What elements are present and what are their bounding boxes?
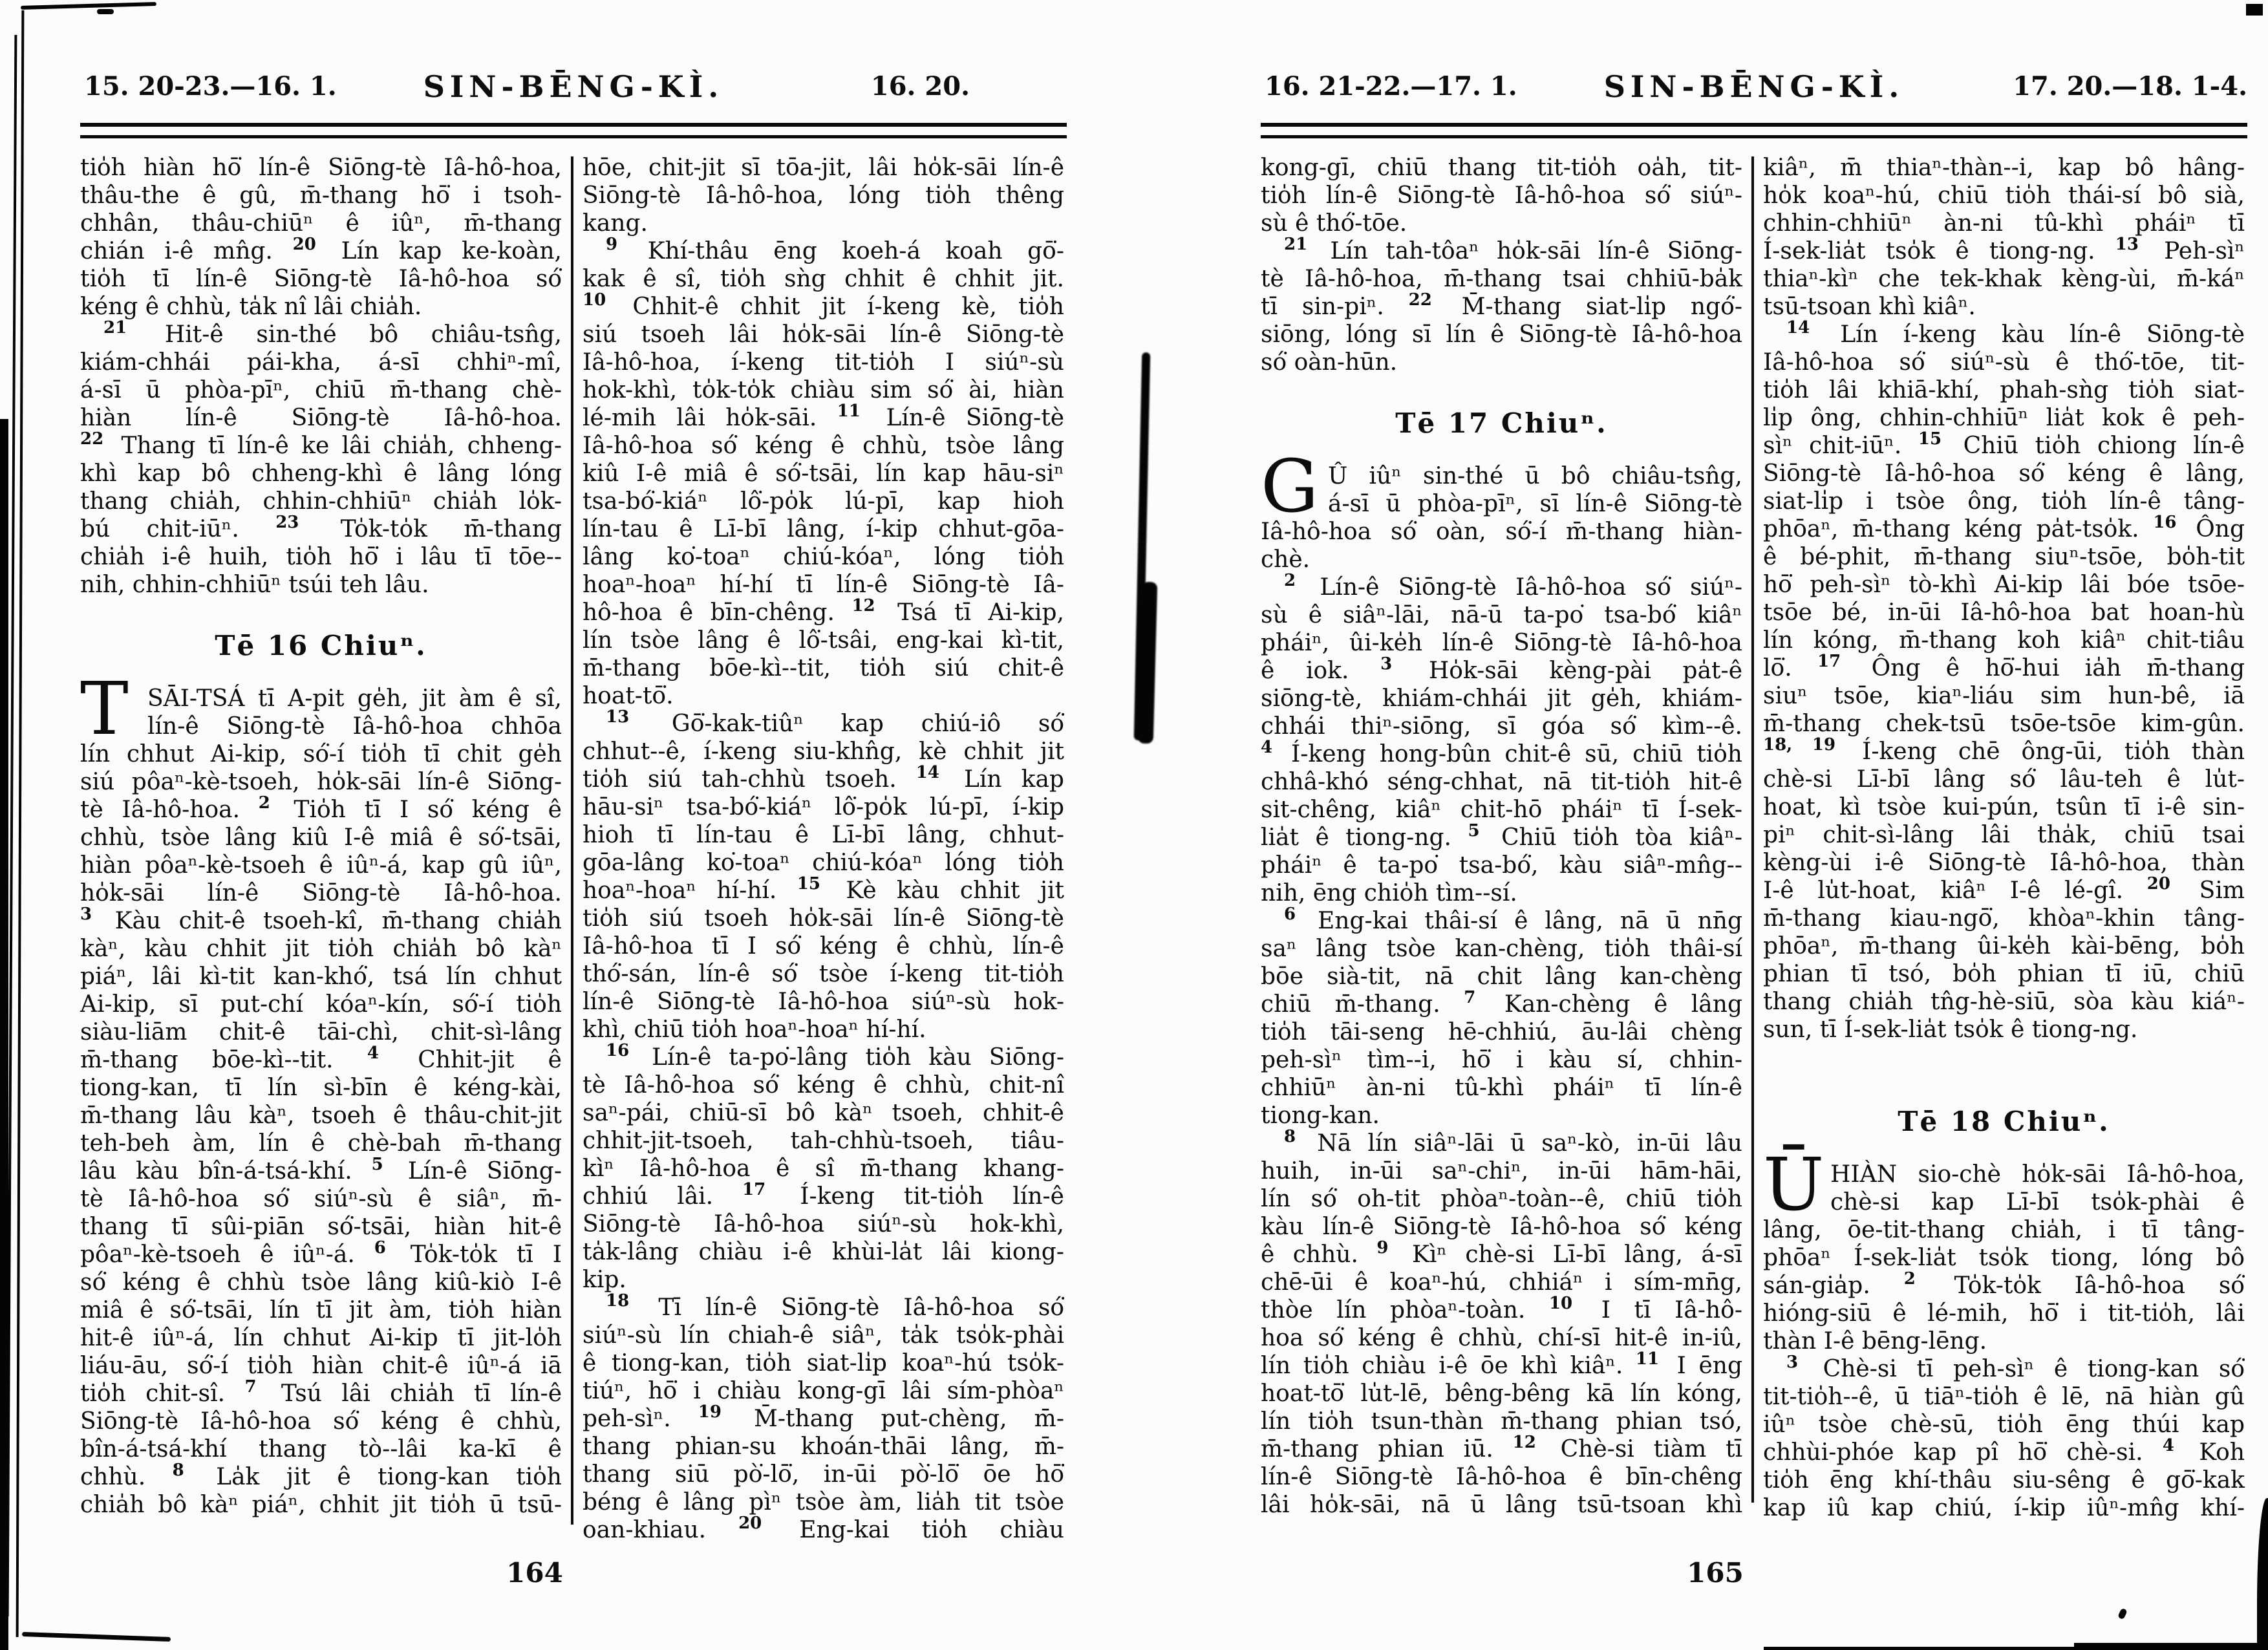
text-line: só͘ kéng ê chhù tsòe lâng kiû-kiò I-ê xyxy=(80,1269,562,1296)
header-rule xyxy=(1261,123,2247,138)
text-line: phōaⁿ, m̄-thang kéng pa̍t-tso̍k. $^{16}$ Ông xyxy=(1763,513,2245,542)
column-divider-rule xyxy=(1751,156,1754,1503)
text-line: sìⁿ chit-iūⁿ. $^{15}$ Chiū tio̍h chiong lín-ê xyxy=(1763,429,2245,459)
verse-number: 12 xyxy=(851,596,875,616)
text-line: Í-sek-lia̍t tso̍k ê tiong-ng. $^{13}$ Peh-sìⁿ xyxy=(1763,235,2245,264)
text-line: tiong-kan. xyxy=(1261,1102,1380,1129)
text-line: siat-li̍p i tsòe ông, tio̍h lín-ê tâng- xyxy=(1763,488,2245,515)
text-line: ta̍k-lâng chiàu i-ê khùi-la̍t lâi kiong- xyxy=(583,1239,1064,1265)
text-line: piⁿ chit-sì-lâng lâi tha̍k, chiū tsai xyxy=(1763,822,2245,848)
dropcap-letter: T xyxy=(80,667,129,751)
text-line: kiû I-ê miâ ê só͘-tsāi, lín kap hāu-siⁿ xyxy=(583,460,1064,487)
text-line: kàu lín-ê Siōng-tè Iâ-hô-hoa só͘ kéng xyxy=(1261,1214,1742,1240)
text-line: lín-ê Siōng-tè Iâ-hô-hoa ê bīn-chêng xyxy=(1261,1464,1742,1490)
text-line: lín tio̍h chiàu i-ê ōe khì kiâⁿ. $^{11}$ I ēng xyxy=(1261,1349,1742,1379)
page-edge-curve xyxy=(22,1632,171,1642)
text-line: huih, in-ūi saⁿ-chiⁿ, in-ūi hām-hāi, xyxy=(1261,1158,1742,1184)
verse-number: 2 xyxy=(1284,571,1296,590)
text-line: thang tī sûi-piān só͘-tsāi, hiàn hit-ê xyxy=(80,1214,562,1240)
text-line: $^2$ Lín-ê Siōng-tè Iâ-hô-hoa só͘ siúⁿ- xyxy=(1284,571,1742,601)
text-line: hoat-tō͘. xyxy=(583,683,674,709)
text-line: bōe sià-tit, nā chit lâng kan-chèng xyxy=(1261,963,1742,990)
verse-number: 13 xyxy=(606,707,630,727)
text-line: chiū m̄-thang. $^7$ Kan-chèng ê lâng xyxy=(1261,988,1742,1018)
text-line: hō͘ peh-sìⁿ tò-khì Ai-kip lâi bóe tsōe- xyxy=(1763,572,2245,598)
verse-number: 9 xyxy=(606,235,618,254)
text-line: oan-khiau. $^{20}$ Eng-kai tio̍h chiàu xyxy=(583,1514,1064,1543)
text-line: hoaⁿ-hoaⁿ hí-hí tī lín-ê Siōng-tè Iâ- xyxy=(583,572,1064,598)
paragraph xyxy=(583,1041,1064,1294)
page-edge-line xyxy=(16,10,25,1637)
text-line: siú pôaⁿ-kè-tsoeh, ho̍k-sāi lín-ê Siōng- xyxy=(80,769,562,795)
paragraph xyxy=(1763,318,2245,1044)
verse-number: 12 xyxy=(1512,1433,1536,1452)
text-line: chia̍h i-ê huih, tio̍h hō͘ i lâu tī tōe-- xyxy=(80,544,562,570)
text-line: chhut--ê, í-keng siu-khn̂g, kè chhit jit xyxy=(583,738,1064,765)
text-line: kiâⁿ, m̄ thiaⁿ-thàn--i, kap bô hâng- xyxy=(1763,155,2245,181)
text-line: lâng ko͘-toaⁿ chiú-kóaⁿ, lóng tio̍h xyxy=(583,544,1064,570)
text-column xyxy=(583,154,1064,1544)
text-line: piáⁿ, lâi kì-tit kan-khó͘, tsá lín chhut xyxy=(80,963,562,990)
text-line: tio̍h chit-sî. $^7$ Tsú lâi chia̍h tī lín-ê xyxy=(80,1377,562,1407)
text-line: hiàn lín-ê Siōng-tè Iâ-hô-hoa. xyxy=(80,405,562,431)
text-line: siúⁿ-sù lín chiah-ê siâⁿ, ta̍k tso̍k-phài xyxy=(583,1322,1064,1349)
text-line: Iâ-hô-hoa só͘ kéng ê chhù, tsòe lâng xyxy=(583,433,1064,459)
verse-number: 4 xyxy=(367,1044,379,1063)
text-line: Iâ-hô-hoa só͘ siúⁿ-sù ê thó͘-tōe, tit- xyxy=(1763,349,2245,376)
text-line: bú chit-iūⁿ. $^{23}$ To̍k-to̍k m̄-thang xyxy=(80,513,562,542)
verse-number: 11 xyxy=(1635,1349,1660,1369)
text-line: chè-si Lī-bī lâng só͘ lâu-teh ê lu̍t- xyxy=(1763,766,2245,793)
text-line: só͘ oàn-hūn. xyxy=(1261,349,1398,376)
text-line: ê iok. $^3$ Ho̍k-sāi kèng-pài pa̍t-ê xyxy=(1261,654,1742,684)
text-line: ê bé-phit, m̄-thang siuⁿ-tsōe, bo̍h-tit xyxy=(1763,544,2245,570)
text-line: lín chhut Ai-kip, só͘-í tio̍h tī chit ge̍h xyxy=(80,741,562,767)
verse-number: 19 xyxy=(698,1402,722,1422)
text-line: lâi ho̍k-sāi, nā ū lâng tsū-tsoan khì xyxy=(1261,1492,1742,1518)
verse-number: 17 xyxy=(742,1180,766,1199)
text-line: HIÀN sio-chè ho̍k-sāi Iâ-hô-hoa, xyxy=(1830,1161,2245,1188)
text-line: hoat-tō͘ lu̍t-lē, bêng-bêng kā lín kóng, xyxy=(1261,1380,1742,1407)
paragraph xyxy=(1261,154,1742,237)
text-line: sù ê siâⁿ-lāi, nā-ū ta-po͘ tsa-bó͘ kiâⁿ xyxy=(1261,602,1742,628)
verse-number: 6 xyxy=(374,1238,386,1258)
text-line: sán-gia̍p. $^2$ To̍k-to̍k Iâ-hô-hoa só͘ xyxy=(1763,1269,2245,1299)
text-line: siōng-tè, khiám-chhái jit ge̍h, khiám- xyxy=(1261,685,1742,712)
text-line: chē-ūi ê koaⁿ-hú, chhiáⁿ i sím-mn̄g, xyxy=(1261,1269,1742,1296)
verse-range-right: 16. 20. xyxy=(870,71,970,102)
text-line: $^3$ Chè-si tī peh-sìⁿ ê tiong-kan só͘ xyxy=(1786,1353,2245,1382)
text-line: ê tiong-kan, tio̍h siat-li̍p koaⁿ-hú tso̍k- xyxy=(583,1350,1064,1377)
text-line: miâ ê só͘-tsāi, lín tī jit àm, tio̍h hiàn xyxy=(80,1297,562,1323)
text-line: Ai-kip, sī put-chí kóaⁿ-kín, só͘-í tio̍h xyxy=(80,991,562,1018)
text-line: $^{21}$ Hit-ê sin-thé bô chiâu-tsn̂g, xyxy=(103,318,562,348)
paragraph xyxy=(1261,573,1742,907)
text-line: tio̍h ēng khí-thâu siu-sêng ê gō͘-kak xyxy=(1763,1467,2245,1494)
paragraph xyxy=(583,707,1064,1044)
text-line: m̄-thang phian iū. $^{12}$ Chè-si tiàm tī xyxy=(1261,1433,1743,1462)
text-line: I-ê lu̍t-hoat, kiâⁿ I-ê lé-gî. $^{20}$ Sim xyxy=(1763,874,2245,904)
verse-range-right: 17. 20.—18. 1-4. xyxy=(2013,71,2247,102)
text-line: hoaⁿ-hoaⁿ hí-hí. $^{15}$ Kè kàu chhit jit xyxy=(583,874,1064,904)
paragraph xyxy=(1261,907,1742,1130)
text-line: tit-tio̍h--ê, ū tiāⁿ-tio̍h ê lē, nā hiàn gû xyxy=(1763,1384,2245,1410)
dropcap-paragraph xyxy=(80,667,562,1519)
text-line: tio̍h lín-ê Siōng-tè Iâ-hô-hoa só͘ siúⁿ- xyxy=(1261,182,1742,209)
text-line: nih, ēng chio̍h tìm--sí. xyxy=(1261,880,1517,906)
text-line: ho̍k koaⁿ-hú, chiū tio̍h thái-sí bô sià, xyxy=(1763,182,2245,209)
paragraph xyxy=(1261,1127,1743,1519)
text-line: chia̍h bô kàⁿ piáⁿ, chhit jit tio̍h ū tsū- xyxy=(80,1492,562,1518)
text-line: lín-ê Siōng-tè Iâ-hô-hoa siúⁿ-sù hok- xyxy=(583,989,1064,1015)
text-line: Siōng-tè Iâ-hô-hoa só͘ kéng ê chhù, xyxy=(80,1408,562,1435)
text-line: tè Iâ-hô-hoa só͘ kéng ê chhù, chit-nî xyxy=(583,1072,1064,1098)
text-line: hāu-siⁿ tsa-bó͘-kiáⁿ lô͘-po̍k lú-pī, í-kip xyxy=(583,794,1064,820)
book-title: SIN-BĒNG-KÌ. xyxy=(1603,69,1905,104)
text-line: sù ê thó͘-tōe. xyxy=(1261,210,1407,237)
text-column xyxy=(1763,154,2245,1522)
verse-number: 15 xyxy=(1918,429,1942,449)
text-line: kak ê sî, tio̍h sǹg chhit ê chhit jit. xyxy=(583,266,1064,292)
text-line: $^{14}$ Lín í-keng kàu lín-ê Siōng-tè xyxy=(1786,318,2245,348)
text-line: m̄-thang kiau-ngō͘, khòaⁿ-khin tâng- xyxy=(1763,905,2245,932)
verse-number: 20 xyxy=(292,235,316,254)
text-line: Siōng-tè Iâ-hô-hoa, lóng tio̍h thêng xyxy=(583,182,1064,209)
text-line: iûⁿ tsòe chè-sū, tio̍h ēng thúi kap xyxy=(1763,1411,2245,1438)
verse-number: 11 xyxy=(837,402,861,421)
page-edge-curve xyxy=(21,2,156,10)
paragraph xyxy=(1261,237,1742,376)
text-line: kàⁿ, kàu chhit jit tio̍h chia̍h bô kàⁿ xyxy=(80,936,562,962)
text-line: Iâ-hô-hoa tī I só͘ kéng ê chhù, lín-ê xyxy=(583,933,1064,959)
verse-number: 5 xyxy=(1468,821,1480,841)
text-line: chhân, thâu-chiūⁿ ê iûⁿ, m̄-thang xyxy=(80,210,562,237)
verse-number: 2 xyxy=(1903,1269,1916,1289)
scan-corner-shadow xyxy=(2257,1498,2268,1650)
text-line: hô-hoa ê bīn-chêng. $^{12}$ Tsá tī Ai-kip, xyxy=(583,596,1064,626)
text-line: kéng ê chhù, ta̍k nî lâi chia̍h. xyxy=(80,294,422,320)
gutter-fold-smudge xyxy=(1138,582,1158,744)
chapter-heading: Tē 17 Chiuⁿ. xyxy=(1395,407,1608,439)
verse-number: 8 xyxy=(172,1461,184,1480)
text-line: thang chia̍h tn̂g-hè-siū, sòa kàu kiáⁿ- xyxy=(1763,989,2245,1015)
dropcap-letter: Ū xyxy=(1763,1143,1824,1227)
text-line: hioh tī lín-tau ê Lī-bī lâng, chhut- xyxy=(583,822,1064,848)
verse-number: 20 xyxy=(738,1514,762,1533)
text-line: hoa só͘ kéng ê chhù, chí-sī hit-ê in-iû, xyxy=(1261,1325,1742,1351)
text-line: $^3$ Kàu chit-ê tsoeh-kî, m̄-thang chia̍h xyxy=(80,905,562,934)
text-line: Û iûⁿ sin-thé ū bô chiâu-tsn̂g, xyxy=(1328,463,1742,489)
text-line: pôaⁿ-kè-tsoeh ê iûⁿ-á. $^6$ To̍k-to̍k tī I xyxy=(80,1238,562,1268)
text-line: chhin-chhiūⁿ àn-ni tû-khì pháiⁿ tī xyxy=(1763,210,2245,237)
verse-number: 3 xyxy=(80,905,92,924)
verse-number: 22 xyxy=(80,429,104,449)
text-line: gōa-lâng ko͘-toaⁿ chiú-kóaⁿ lóng tio̍h xyxy=(583,850,1064,876)
text-line: sun, tī Í-sek-lia̍t tso̍k ê tiong-ng. xyxy=(1763,1016,2138,1043)
text-line: tsōe bé, in-ūi Iâ-hô-hoa bat hoan-hù xyxy=(1763,599,2245,626)
text-line: thòe lín phòaⁿ-toàn. $^{10}$ I tī Iâ-hô- xyxy=(1261,1294,1743,1323)
text-line: tio̍h tāi-seng hē-chhiú, āu-lâi chèng xyxy=(1261,1019,1742,1045)
text-line: $^4$ Í-keng hong-bûn chit-ê sū, chiū tio̍h xyxy=(1261,738,1742,767)
text-line: thang phian-su khoán-thāi lâng, m̄- xyxy=(583,1433,1064,1460)
paragraph xyxy=(80,318,562,599)
book-page-left xyxy=(80,59,1067,1589)
text-line: saⁿ lâng tsòe kan-chèng, tio̍h thâi-sí xyxy=(1261,936,1742,962)
text-line: thiaⁿ-kìⁿ che tek-khak kèng-ùi, m̄-káⁿ xyxy=(1763,266,2245,292)
text-line: SĀI-TSÁ tī A-pit ge̍h, jit àm ê sî, xyxy=(147,685,562,712)
text-line: lō͘. $^{17}$ Ông ê hō͘-hui ia̍h m̄-thang xyxy=(1763,652,2245,681)
text-line: kang. xyxy=(583,210,648,237)
text-line: thâu-the ê gû, m̄-thang hō͘ i tsoh- xyxy=(80,182,562,209)
text-line: hōe, chit-jit sī tōa-jit, lâi ho̍k-sāi lín-ê xyxy=(583,155,1064,181)
text-line: lé-mih lâi ho̍k-sāi. $^{11}$ Lín-ê Siōng-tè xyxy=(583,402,1064,431)
verse-number: 2 xyxy=(258,793,270,813)
text-line: lâu kàu bîn-á-tsá-khí. $^5$ Lín-ê Siōng- xyxy=(80,1155,562,1184)
text-line: $^9$ Khí-thâu ēng koeh-á koah gō͘- xyxy=(606,235,1064,264)
page-number: 164 xyxy=(506,1557,563,1589)
text-line: á-sī ū phòa-pīⁿ, chiū m̄-thang chè- xyxy=(80,377,562,403)
text-line: peh-sìⁿ. $^{19}$ M̄-thang put-chèng, m̄- xyxy=(583,1402,1064,1432)
text-line: hoat, kì tsòe kui-pún, tsûn tī i-ê sin- xyxy=(1763,794,2245,820)
verse-number: 22 xyxy=(1408,290,1432,310)
text-line: tè Iâ-hô-hoa. $^2$ Tio̍h tī I só͘ kéng ê xyxy=(80,793,562,823)
ink-speck xyxy=(2117,1608,2128,1620)
text-column xyxy=(1261,154,1742,1522)
text-line: tiong-kan, tī lín sì-bīn ê kéng-kài, xyxy=(80,1075,562,1101)
paragraph xyxy=(583,154,1064,237)
verse-number: 21 xyxy=(103,318,127,338)
verse-number: 14 xyxy=(915,763,939,782)
text-line: lín só͘ oh-tit phòaⁿ-toàn--ê, chiū tio̍h xyxy=(1261,1186,1742,1212)
book-title: SIN-BĒNG-KÌ. xyxy=(423,69,724,104)
text-line: chhái thiⁿ-siōng, sī góa só͘ kìm--ê. xyxy=(1261,713,1742,740)
text-line: chhù, tsòe lâng kiû I-ê miâ ê só͘-tsāi, xyxy=(80,824,562,851)
text-line: $^6$ Eng-kai thâi-sí ê lâng, nā ū nn̄g xyxy=(1284,905,1742,934)
running-header xyxy=(1261,59,2247,114)
text-line: chè-si kap Lī-bī tso̍k-phài ê xyxy=(1830,1189,2245,1216)
text-line: peh-sìⁿ tìm--i, hō͘ i kàu sí, chhin- xyxy=(1261,1047,1742,1073)
verse-number: 16 xyxy=(606,1041,630,1060)
verse-number: 5 xyxy=(371,1155,383,1174)
text-line: m̄-thang bōe-kì--tit. $^4$ Chhit-jit ê xyxy=(80,1044,562,1073)
verse-number: 13 xyxy=(2115,235,2139,254)
text-line: $^{16}$ Lín-ê ta-po͘-lâng tio̍h kàu Siōng- xyxy=(606,1041,1064,1071)
text-line: tiúⁿ, hō͘ i chiàu kong-gī lâi sím-phòaⁿ xyxy=(583,1378,1064,1404)
dropcap-paragraph xyxy=(1763,1143,2245,1355)
verse-number: 4 xyxy=(1261,738,1273,757)
text-line: chhit-jit-tsoeh, tah-chhù-tsoeh, tiâu- xyxy=(583,1128,1064,1154)
text-line: tī sin-piⁿ. $^{22}$ M̄-thang siat-li̍p ngó͘- xyxy=(1261,290,1742,320)
text-line: phōaⁿ Í-sek-lia̍t tso̍k tiong, lóng bô xyxy=(1763,1245,2245,1271)
text-line: pháiⁿ, ûi-ke̍h lín-ê Siōng-tè Iâ-hô-hoa xyxy=(1261,630,1742,656)
verse-number: 9 xyxy=(1376,1238,1389,1258)
text-line: chhâ-khó séng-chhat, nā tit-tio̍h hit-ê xyxy=(1261,769,1742,795)
text-line: hok-khì, to̍k-to̍k chiàu sim só͘ ài, hiàn xyxy=(583,377,1064,403)
text-line: tè Iâ-hô-hoa só͘ siúⁿ-sù ê siâⁿ, m̄- xyxy=(80,1186,562,1212)
paragraph xyxy=(1763,154,2245,321)
verse-range-left: 15. 20-23.—16. 1. xyxy=(84,71,337,102)
text-line: Siōng-tè Iâ-hô-hoa siúⁿ-sù hok-khì, xyxy=(583,1211,1064,1238)
text-line: li̍p ông, chhin-chhiūⁿ lia̍t kok ê peh- xyxy=(1763,405,2245,431)
text-line: kèng-ùi i-ê Siōng-tè Iâ-hô-hoa, thàn xyxy=(1763,850,2245,876)
paragraph xyxy=(583,237,1064,710)
text-line: kìⁿ Iâ-hô-hoa ê sî m̄-thang khang- xyxy=(583,1155,1064,1182)
text-line: hit-ê iûⁿ-á, lín chhut Ai-kip tī jit-lo̍h xyxy=(80,1325,562,1351)
text-line: pháiⁿ ê ta-po͘ tsa-bó͘, kàu siâⁿ-mn̂g-- xyxy=(1261,852,1742,879)
text-line: $^{13}$ Gō͘-kak-tiûⁿ kap chiú-iô só͘ xyxy=(606,707,1064,737)
column-divider-rule xyxy=(571,156,573,1525)
text-line: siōng, lóng sī lín ê Siōng-tè Iâ-hô-hoa xyxy=(1261,321,1742,348)
paragraph xyxy=(80,154,562,321)
header-rule xyxy=(80,123,1067,138)
text-line: hiàn pôaⁿ-kè-tsoeh ê iûⁿ-á, kap gû iûⁿ, xyxy=(80,852,562,879)
text-line: á-sī ū phòa-pīⁿ, sī lín-ê Siōng-tè xyxy=(1328,491,1742,517)
text-line: Iâ-hô-hoa só͘ oàn, só͘-í m̄-thang hiàn- xyxy=(1261,519,1742,545)
verse-number: 17 xyxy=(1817,652,1841,671)
paragraph xyxy=(583,1291,1064,1544)
verse-number: 3 xyxy=(1380,654,1393,674)
verse-number: 8 xyxy=(1284,1127,1296,1146)
text-line: lín tsòe lâng ê lô͘-tsâi, eng-kai kì-tit, xyxy=(583,627,1064,654)
text-line: siuⁿ tsōe, kiaⁿ-liáu sim hun-bê, iā xyxy=(1763,683,2245,709)
text-line: lín-ê Siōng-tè Iâ-hô-hoa chhōa xyxy=(147,713,562,740)
text-line: khì kap bô chheng-khì ê lâng lóng xyxy=(80,460,562,487)
verse-number: 21 xyxy=(1284,235,1308,254)
text-line: sit-chêng, kiâⁿ chit-hō pháiⁿ tī Í-sek- xyxy=(1261,797,1742,823)
text-column xyxy=(80,154,562,1544)
verse-number: 14 xyxy=(1786,318,1810,338)
text-line: $^{18, 19}$ Í-keng chē ông-ūi, tio̍h thàn xyxy=(1763,735,2245,765)
text-line: tio̍h siú tah-chhù tsoeh. $^{14}$ Lín kap xyxy=(583,763,1064,793)
text-line: thang siū pò͘-lō͘, in-ūi pò͘-lō͘ ōe hō͘ xyxy=(583,1461,1064,1488)
verse-number: 7 xyxy=(1464,988,1476,1007)
paragraph xyxy=(1763,1355,2245,1522)
verse-number: 10 xyxy=(1548,1294,1573,1313)
verse-number: 10 xyxy=(583,290,606,310)
text-line: phōaⁿ, m̄-thang ûi-ke̍h kài-bēng, bo̍h xyxy=(1763,933,2245,959)
verse-number: 23 xyxy=(275,513,299,532)
text-line: $^{10}$ Chhit-ê chhit jit í-keng kè, tio̍h xyxy=(583,290,1064,320)
page-number: 165 xyxy=(1687,1557,1744,1589)
verse-number: 18, 19 xyxy=(1763,735,1836,755)
chapter-heading: Tē 16 Chiuⁿ. xyxy=(215,630,427,661)
text-line: siàu-liām chit-ê tāi-chì, chit-sì-lâng xyxy=(80,1019,562,1045)
text-line: chián i-ê mn̂g. $^{20}$ Lín kap ke-koàn, xyxy=(80,235,562,264)
text-line: tio̍h tī lín-ê Siōng-tè Iâ-hô-hoa só͘ xyxy=(80,266,562,292)
text-line: lâng, ōe-tit-thang chia̍h, i tī tâng- xyxy=(1763,1217,2245,1243)
verse-number: 3 xyxy=(1786,1353,1799,1372)
text-line: $^{22}$ Thang tī lín-ê ke lâi chia̍h, chheng- xyxy=(80,429,562,459)
text-line: Siōng-tè Iâ-hô-hoa só͘ kéng ê lâng, xyxy=(1763,460,2245,487)
text-line: liáu-āu, só͘-í tio̍h hiàn chit-ê iûⁿ-á iā xyxy=(80,1353,562,1379)
text-line: kap iû kap chiú, í-kip iûⁿ-mn̂g khí- xyxy=(1763,1495,2245,1521)
text-line: tsa-bó͘-kiáⁿ lô͘-po̍k lú-pī, kap hioh xyxy=(583,488,1064,515)
text-line: béng ê lâng pìⁿ tsòe àm, lia̍h tit tsòe xyxy=(583,1489,1064,1516)
text-line: thàn I-ê bēng-lēng. xyxy=(1763,1328,1987,1355)
text-line: kiám-chhái pái-kha, á-sī chhiⁿ-mî, xyxy=(80,349,562,376)
text-line: tsū-tsoan khì kiâⁿ. xyxy=(1763,294,1976,320)
text-line: lín-tau ê Lī-bī lâng, í-kip chhut-gōa- xyxy=(583,516,1064,542)
text-line: lín kóng, m̄-thang koh kiâⁿ chit-tiâu xyxy=(1763,627,2245,654)
text-line: chhiūⁿ àn-ni tû-khì pháiⁿ tī lín-ê xyxy=(1261,1075,1742,1101)
scan-bottom-edge xyxy=(2074,1643,2268,1650)
text-line: hióng-siū ê lé-mih, hō͘ i tit-tio̍h, lâi xyxy=(1763,1300,2245,1327)
verse-number: 4 xyxy=(2162,1436,2174,1455)
text-line: lín tio̍h tsun-thàn m̄-thang phian tsó, xyxy=(1261,1408,1742,1435)
book-page-right xyxy=(1261,59,2247,1589)
text-line: chhùi-phóe kap pî hō͘ chè-si. $^4$ Koh xyxy=(1763,1436,2245,1466)
text-line: $^{21}$ Lín tah-tôaⁿ ho̍k-sāi lín-ê Siōng- xyxy=(1284,235,1742,264)
dropcap-paragraph xyxy=(1261,445,1742,573)
text-line: kong-gī, chiū thang tit-tio̍h oa̍h, tit- xyxy=(1261,155,1742,181)
text-line: Iâ-hô-hoa, í-keng tit-tio̍h I siúⁿ-sù xyxy=(583,349,1064,376)
verse-number: 18 xyxy=(606,1291,630,1311)
dropcap-letter: G xyxy=(1261,445,1319,529)
verse-number: 6 xyxy=(1284,905,1296,924)
text-line: chè. xyxy=(1261,546,1311,573)
text-line: chhiú lâi. $^{17}$ Í-keng tit-tio̍h lín-ê xyxy=(583,1180,1064,1210)
text-line: bîn-á-tsá-khí thang tò--lâi ka-kī ê xyxy=(80,1436,562,1462)
text-line: lia̍t ê tiong-ng. $^5$ Chiū tio̍h tòa kiâⁿ- xyxy=(1261,821,1742,851)
text-line: $^{18}$ Tī lín-ê Siōng-tè Iâ-hô-hoa só͘ xyxy=(606,1291,1064,1321)
text-line: phian tī tsó, bo̍h phian tī iū, chiū xyxy=(1763,961,2245,987)
text-line: ho̍k-sāi lín-ê Siōng-tè Iâ-hô-hoa. xyxy=(80,880,562,906)
text-line: m̄-thang bōe-kì--tit, tio̍h siú chit-ê xyxy=(583,655,1064,681)
text-line: m̄-thang lâu kàⁿ, tsoeh ê thâu-chit-jit xyxy=(80,1102,562,1129)
text-line: chhù. $^8$ La̍k jit ê tiong-kan tio̍h xyxy=(80,1461,562,1490)
text-line: tio̍h siú tsoeh ho̍k-sāi lín-ê Siōng-tè xyxy=(583,905,1064,932)
text-line: $^8$ Nā lín siâⁿ-lāi ū saⁿ-kò, in-ūi lâu xyxy=(1284,1127,1742,1157)
running-header xyxy=(80,59,1067,114)
text-line: thó͘-sán, lín-ê só͘ tsòe í-keng tit-tio̍h xyxy=(583,961,1064,987)
text-line: tio̍h lâi khiā-khí, phah-sǹg tio̍h siat- xyxy=(1763,377,2245,403)
verse-number: 7 xyxy=(244,1377,257,1397)
verse-range-left: 16. 21-22.—17. 1. xyxy=(1265,71,1517,102)
text-line: nih, chhin-chhiūⁿ tsúi teh lâu. xyxy=(80,572,429,598)
text-line: ê chhù. $^9$ Kìⁿ chè-si Lī-bī lâng, á-sī xyxy=(1261,1238,1742,1268)
text-line: tè Iâ-hô-hoa, m̄-thang tsai chhiū-ba̍k xyxy=(1261,266,1742,292)
text-line: thang chia̍h, chhin-chhiūⁿ chia̍h lo̍k- xyxy=(80,488,562,515)
ink-speck xyxy=(2246,4,2263,16)
verse-number: 15 xyxy=(797,874,820,894)
text-line: teh-beh àm, lín ê chè-bah m̄-thang xyxy=(80,1130,562,1157)
text-line: tio̍h hiàn hō͘ lín-ê Siōng-tè Iâ-hô-hoa, xyxy=(80,155,562,181)
ink-speck xyxy=(97,9,114,14)
text-line: m̄-thang chek-tsū tsōe-tsōe kim-gûn. xyxy=(1763,711,2245,737)
text-line: kip. xyxy=(583,1267,626,1293)
text-line: saⁿ-pái, chiū-sī bô kàⁿ tsoeh, chhit-ê xyxy=(583,1100,1064,1126)
verse-number: 20 xyxy=(2146,874,2170,894)
chapter-heading: Tē 18 Chiuⁿ. xyxy=(1898,1106,2110,1137)
verse-number: 16 xyxy=(2153,513,2177,532)
text-line: khì, chiū tio̍h hoaⁿ-hoaⁿ hí-hí. xyxy=(583,1016,926,1043)
text-line: siú tsoeh lâi ho̍k-sāi lín-ê Siōng-tè xyxy=(583,321,1064,348)
